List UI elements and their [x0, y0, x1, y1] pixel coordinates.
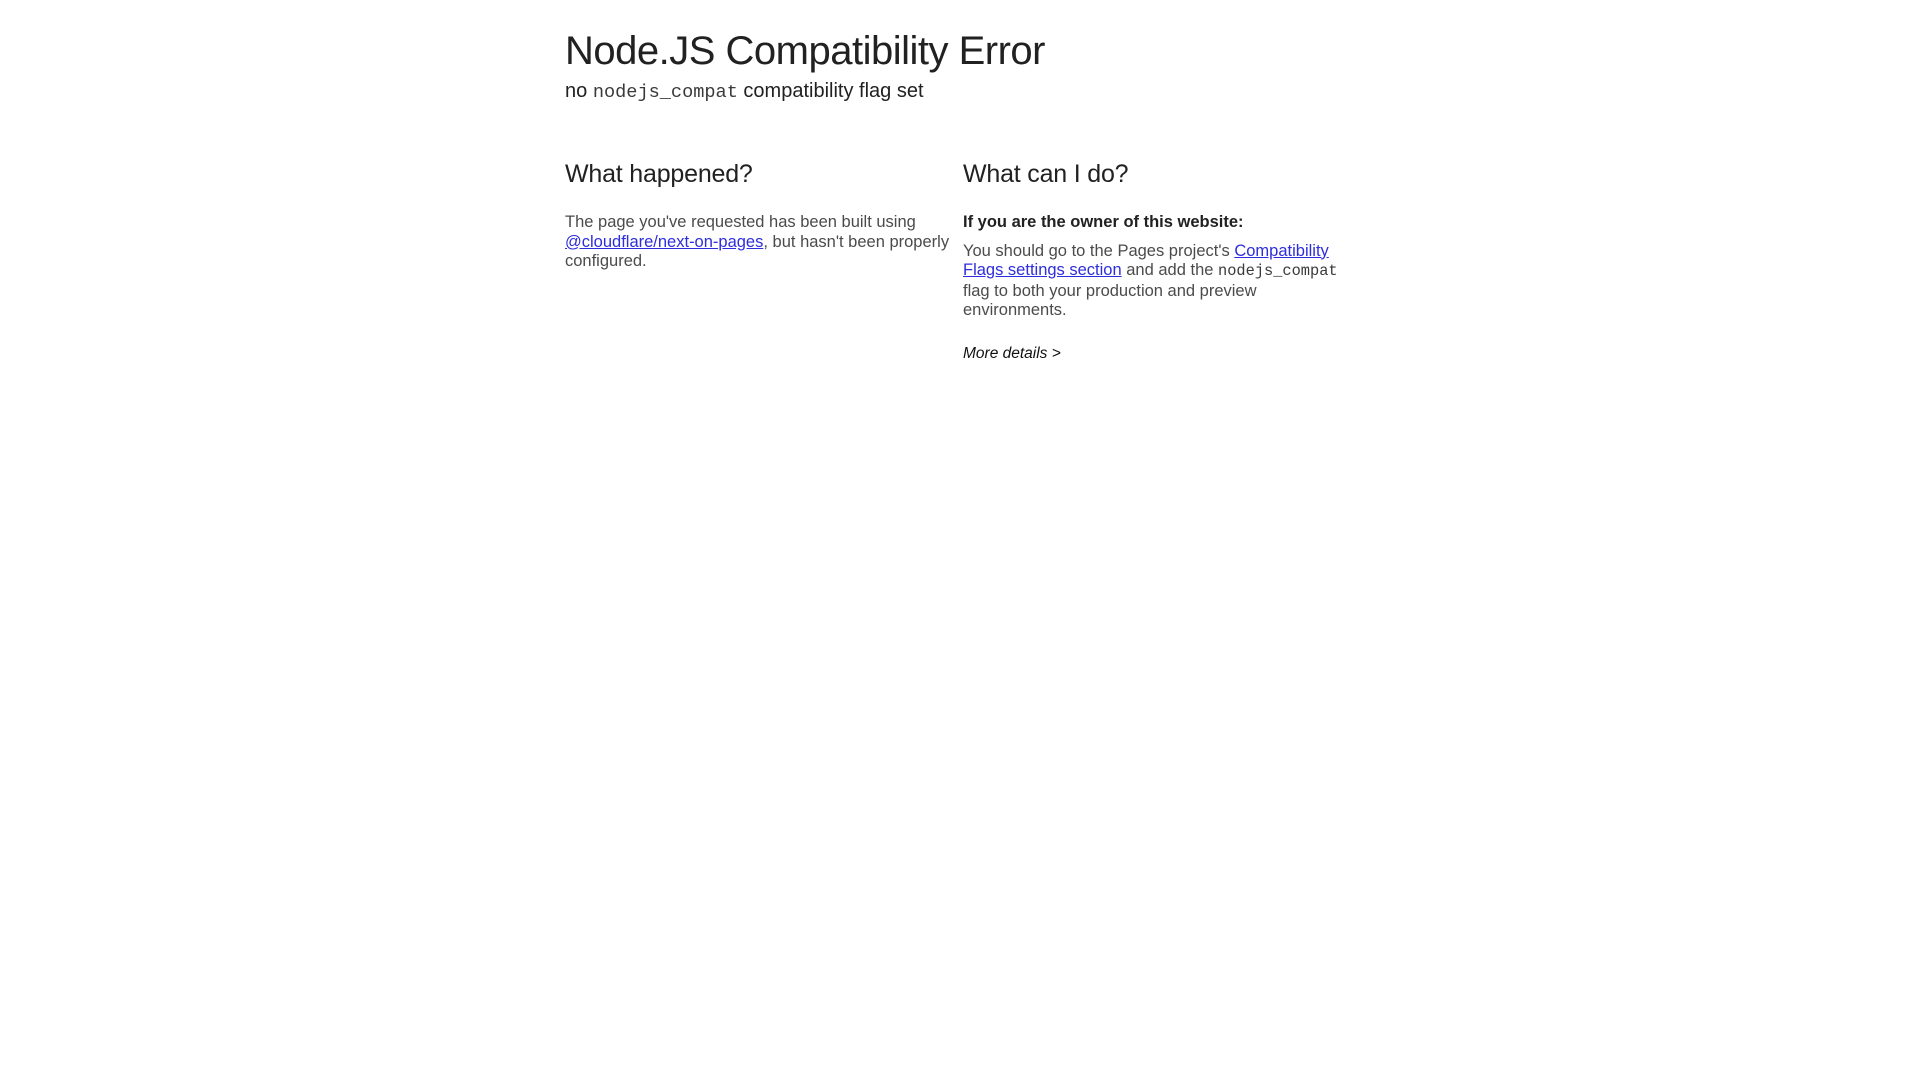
- what-can-i-do-heading: What can I do?: [963, 160, 1129, 188]
- paragraph-text-before-link: The page you've requested has been built using: [565, 213, 916, 231]
- what-happened-heading: What happened?: [565, 160, 753, 188]
- owner-note: If you are the owner of this website:: [963, 213, 1244, 231]
- more-details-row: [963, 345, 1355, 363]
- compatibility-flags-settings-link[interactable]: Compatibility Flags settings section: [963, 241, 1329, 279]
- solution-text-after-code: flag to both your production and preview environments.: [963, 281, 1257, 319]
- subtitle-prefix: no: [565, 80, 593, 102]
- solution-paragraph: [963, 242, 1355, 321]
- more-details-link[interactable]: More details >: [963, 344, 1061, 362]
- solution-text-before-link: You should go to the Pages project's: [963, 241, 1235, 260]
- what-happened-column: [565, 160, 951, 363]
- paragraph-text-after-link: , but hasn't been properly configured.: [565, 232, 950, 270]
- page-title: Node.JS Compatibility Error: [565, 29, 1045, 73]
- what-happened-paragraph: [565, 213, 951, 272]
- two-column-layout: [565, 160, 1355, 363]
- next-on-pages-link[interactable]: @cloudflare/next-on-pages: [565, 232, 764, 251]
- subtitle-suffix: compatibility flag set: [737, 80, 924, 102]
- nodejs-compat-code: nodejs_compat: [592, 82, 738, 103]
- what-can-i-do-column: [963, 160, 1355, 363]
- page-subtitle: [565, 80, 1355, 103]
- error-page-container: [565, 0, 1355, 363]
- solution-text-between: and add the: [1121, 261, 1219, 279]
- nodejs-compat-code-inline: nodejs_compat: [1218, 262, 1338, 280]
